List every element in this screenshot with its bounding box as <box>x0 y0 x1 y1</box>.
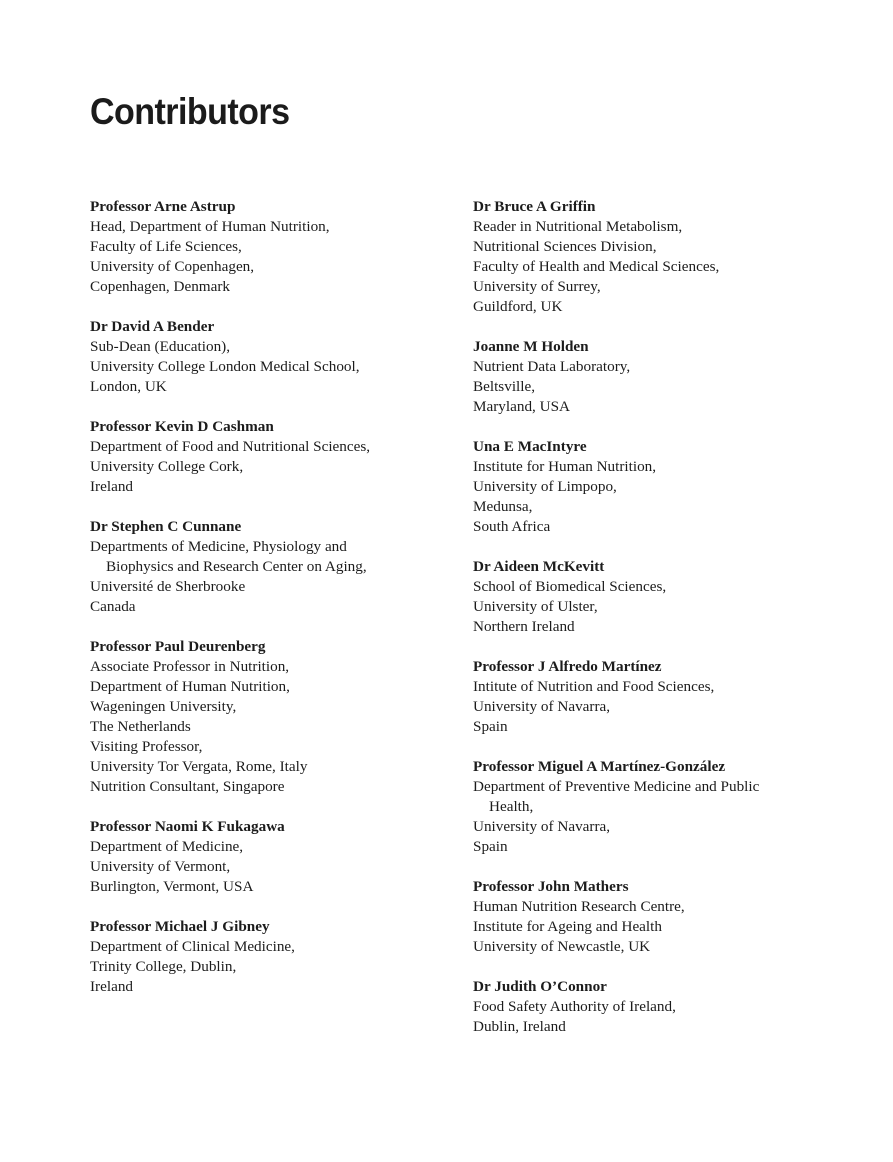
affiliation-line: University College Cork, <box>90 458 244 475</box>
affiliation-line: Faculty of Life Sciences, <box>90 238 242 255</box>
affiliation-line: Université de Sherbrooke <box>90 578 246 595</box>
affiliation-line: Maryland, USA <box>473 398 571 415</box>
contributor-entry <box>90 817 460 897</box>
contributor-name: Professor Arne Astrup <box>90 198 236 215</box>
contributor-name: Professor Kevin D Cashman <box>90 418 274 435</box>
contributor-entry <box>473 197 883 317</box>
affiliation-line: University Tor Vergata, Rome, Italy <box>90 758 308 775</box>
affiliation-line: Faculty of Health and Medical Sciences, <box>473 258 720 275</box>
affiliation-line: University of Copenhagen, <box>90 258 255 275</box>
affiliation-line: Department of Food and Nutritional Sciences, <box>90 438 371 455</box>
contributor-name: Professor Michael J Gibney <box>90 918 270 935</box>
affiliation-line: Spain <box>473 838 508 855</box>
contributor-entry <box>90 197 460 297</box>
affiliation-line: Burlington, Vermont, USA <box>90 878 254 895</box>
affiliation-line: School of Biomedical Sciences, <box>473 578 667 595</box>
contributor-entry <box>90 917 460 997</box>
affiliation-line: Human Nutrition Research Centre, <box>473 898 685 915</box>
affiliation-line: Visiting Professor, <box>90 738 203 755</box>
contributor-name: Dr Aideen McKevitt <box>473 558 605 575</box>
affiliation-line: University of Limpopo, <box>473 478 617 495</box>
contributor-entry <box>473 757 883 857</box>
affiliation-line: South Africa <box>473 518 551 535</box>
contributor-name: Professor J Alfredo Martínez <box>473 658 662 675</box>
contributor-name: Professor Paul Deurenberg <box>90 638 266 655</box>
contributor-name: Professor Naomi K Fukagawa <box>90 818 285 835</box>
affiliation-line: Ireland <box>90 978 134 995</box>
contributor-entry <box>473 657 883 737</box>
contributor-entry <box>90 637 460 797</box>
affiliation-line: Department of Preventive Medicine and Public <box>473 778 760 795</box>
affiliation-line: Canada <box>90 598 136 615</box>
affiliation-line: Trinity College, Dublin, <box>90 958 237 975</box>
affiliation-line: Department of Medicine, <box>90 838 244 855</box>
affiliation-line: Food Safety Authority of Ireland, <box>473 998 676 1015</box>
contributor-entry <box>473 877 883 957</box>
contributor-entry <box>473 437 883 537</box>
affiliation-line: Wageningen University, <box>90 698 237 715</box>
contributor-entry <box>473 337 883 417</box>
contributor-name: Dr Judith O’Connor <box>473 978 607 995</box>
contributor-entry <box>473 977 883 1037</box>
contributor-name: Una E MacIntyre <box>473 438 587 455</box>
affiliation-line: Guildford, UK <box>473 298 563 315</box>
contributor-name: Professor Miguel A Martínez-González <box>473 758 726 775</box>
affiliation-line: Head, Department of Human Nutrition, <box>90 218 330 235</box>
affiliation-line: Reader in Nutritional Metabolism, <box>473 218 683 235</box>
affiliation-line: Nutrient Data Laboratory, <box>473 358 631 375</box>
contributor-entry <box>90 417 460 497</box>
affiliation-line: Health, <box>489 798 534 815</box>
affiliation-line: Beltsville, <box>473 378 536 395</box>
affiliation-line: Dublin, Ireland <box>473 1018 566 1035</box>
contributors-column-left <box>90 197 460 1017</box>
affiliation-line: Department of Clinical Medicine, <box>90 938 295 955</box>
affiliation-line: London, UK <box>90 378 167 395</box>
affiliation-line: University College London Medical School, <box>90 358 360 375</box>
affiliation-line: The Netherlands <box>90 718 191 735</box>
affiliation-line: University of Newcastle, UK <box>473 938 651 955</box>
affiliation-line: Ireland <box>90 478 134 495</box>
affiliation-line: Associate Professor in Nutrition, <box>90 658 290 675</box>
affiliation-line: Institute for Ageing and Health <box>473 918 662 935</box>
affiliation-line: Nutritional Sciences Division, <box>473 238 657 255</box>
contributor-entry <box>90 317 460 397</box>
contributors-column-right <box>473 197 883 1057</box>
contributor-name: Joanne M Holden <box>473 338 589 355</box>
page-title: Contributors <box>90 91 290 132</box>
contributor-name: Dr Stephen C Cunnane <box>90 518 242 535</box>
contributor-entry <box>90 517 460 617</box>
affiliation-line: Copenhagen, Denmark <box>90 278 231 295</box>
affiliation-line: Nutrition Consultant, Singapore <box>90 778 285 795</box>
affiliation-line: Departments of Medicine, Physiology and <box>90 538 347 555</box>
affiliation-line: Spain <box>473 718 508 735</box>
contributor-entry <box>473 557 883 637</box>
affiliation-line: University of Vermont, <box>90 858 231 875</box>
affiliation-line: University of Navarra, <box>473 698 611 715</box>
affiliation-line: University of Navarra, <box>473 818 611 835</box>
affiliation-line: Institute for Human Nutrition, <box>473 458 657 475</box>
affiliation-line: Sub-Dean (Education), <box>90 338 231 355</box>
affiliation-line: Biophysics and Research Center on Aging, <box>106 558 367 575</box>
contributor-name: Professor John Mathers <box>473 878 629 895</box>
affiliation-line: Medunsa, <box>473 498 533 515</box>
affiliation-line: University of Ulster, <box>473 598 598 615</box>
contributor-name: Dr David A Bender <box>90 318 215 335</box>
affiliation-line: Intitute of Nutrition and Food Sciences, <box>473 678 715 695</box>
affiliation-line: Northern Ireland <box>473 618 575 635</box>
affiliation-line: University of Surrey, <box>473 278 601 295</box>
contributor-name: Dr Bruce A Griffin <box>473 198 596 215</box>
affiliation-line: Department of Human Nutrition, <box>90 678 290 695</box>
